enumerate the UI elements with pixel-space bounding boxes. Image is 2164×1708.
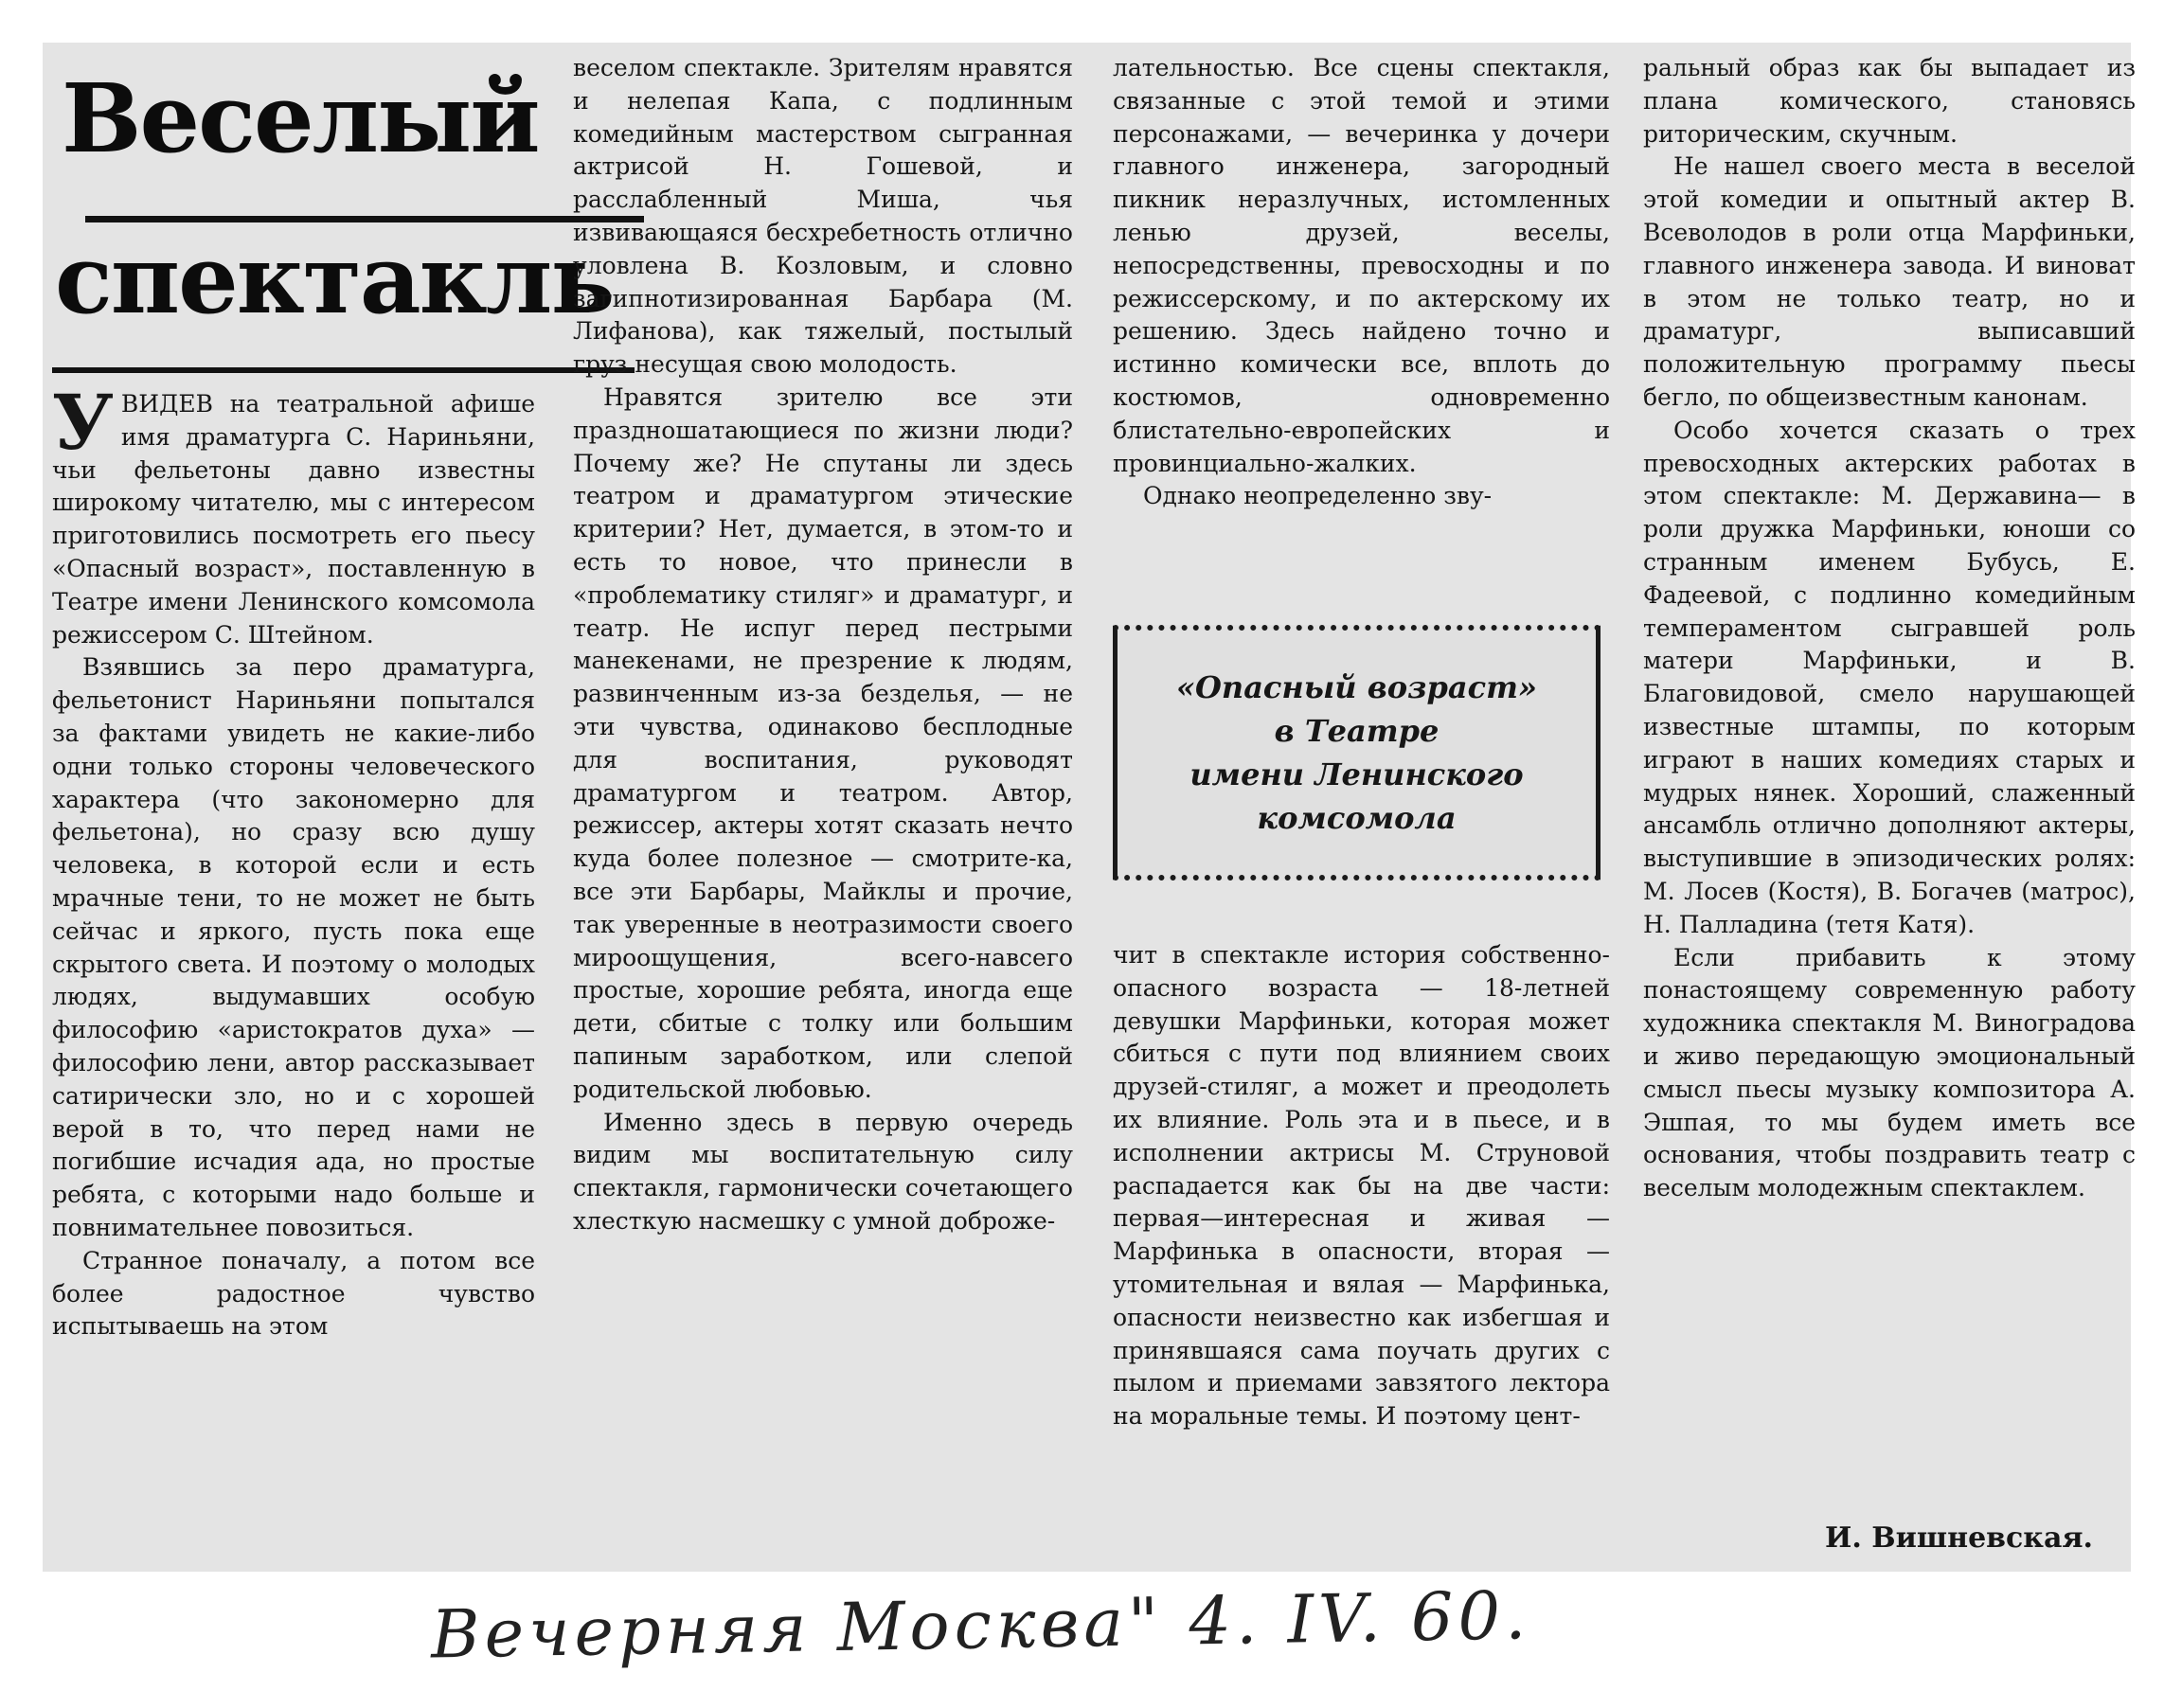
headline-rule	[85, 216, 644, 222]
article-column-4	[1643, 52, 2136, 1572]
article-column-3-continued	[1113, 939, 1610, 1583]
col4-paragraph-1: ральный образ как бы выпадает из плана комического, становясь риторическим, скучным.	[1643, 54, 2136, 148]
col1-paragraph-3: Странное поначалу, а потом все более радостное чувство испытываешь на этом	[52, 1246, 535, 1341]
subtitle-line-3: имени Ленинского	[1189, 756, 1524, 792]
headline-underline	[52, 367, 635, 373]
subtitle-line-2: в Театре	[1274, 713, 1440, 749]
col1-paragraph-2: Взявшись за перо драматурга, фельетонист Нариньяни попытался за фактами увидеть не какие-либо одни только стороны человеческого характера (что закономерно для фельетона), но сразу всю душу человека, в которой если и есть мрачные тени, то не может не быть сейчас и яркого, пусть пока еще скрытого света. И поэтому о молодых людях, выдумавших особую философию «аристократов духа» — философию лени, автор рассказывает сатирически зло, но и с хорошей верой в то, что перед нами не погибшие исчадия ада, но простые ребята, с которыми надо больше и повнимательнее повозиться.	[52, 653, 535, 1241]
handwritten-source-note: Вечерняя Москва" 4. IV. 60.	[430, 1576, 1531, 1674]
col4-paragraph-3: Особо хочется сказать о трех превосходных актерских работах в этом спектакле: М. Державина— в роли дружка Марфиньки, юноши со странным именем Бубусь, Е. Фадеевой, с подлинно комедийным темпераментом сыгравшей роль матери Марфиньки, и В. Благовидовой, смело нарушающей известные штампы, по которым играют в наших комедиях старых и мудрых нянек. Хороший, слаженный ансамбль отлично дополняют актеры, выступившие в эпизодических ролях: М. Лосев (Костя), В. Богачев (матрос), Н. Палладина (тетя Катя).	[1643, 416, 2136, 938]
subtitle-line-1: «Опасный возраст»	[1176, 669, 1537, 705]
col4-paragraph-2: Не нашел своего места в веселой этой комедии и опытный актер В. Всеволодов в роли отца Марфиньки, главного инженера завода. И виноват в этом не только театр, но и драматург, выписавший положительную программу пьесы бегло, по общеизвестным канонам.	[1643, 152, 2136, 411]
col4-paragraph-4: Если прибавить к этому понастоящему современную работу художника спектакля М. Виноградова и живо передающую эмоциональный смысл пьесы музыку композитора А. Эшпая, то мы будем иметь все основания, чтобы поздравить театр с веселым молодежным спектаклем.	[1643, 943, 2136, 1202]
article-column-3	[1113, 52, 1610, 596]
col3b-paragraph-1: чит в спектакле история собственно-опасного возраста — 18-летней девушки Марфиньки, которая может сбиться с пути под влиянием своих друзей-стиляг, а может и преодолеть их влияние. Роль эта и в пьесе, и в исполнении актрисы М. Струновой распадается как бы на две части: первая—интересная и живая — Марфинька в опасности, вторая — утомительная и вялая — Марфинька, опасности неизвестно как избегшая и принявшаяся сама поучать других с пылом и приемами завзятого лектора на моральные темы. И поэтому цент-	[1113, 941, 1610, 1431]
article-column-2	[573, 52, 1073, 1581]
article-column-1	[52, 388, 535, 1586]
subtitle-box	[1113, 625, 1601, 881]
author-signature: И. Вишневская.	[1825, 1521, 2093, 1555]
subtitle-line-4: комсомола	[1257, 800, 1457, 836]
headline-line-2: спектакль	[55, 223, 614, 335]
col3-paragraph-1: лательностью. Все сцены спектакля, связанные с этой темой и этими персонажами, — вечеринка у дочери главного инженера, загородный пикник неразлучных, истомленных ленью друзей, веселы, непосредственны, превосходны и по режиссерскому, и по актерскому их решению. Здесь найдено точно и истинно комически все, вплоть до костюмов, одновременно блистательно-европейских и провинциально-жалких.	[1113, 54, 1610, 477]
headline-line-1: Веселый	[62, 62, 539, 174]
col2-paragraph-3: Именно здесь в первую очередь видим мы воспитательную силу спектакля, гармонически сочетающего хлесткую насмешку с умной доброже-	[573, 1108, 1073, 1235]
col2-paragraph-2: Нравятся зрителю все эти праздношатающиеся по жизни люди? Почему же? Не спутаны ли здесь театром и драматургом этические критерии? Нет, думается, в этом-то и есть то новое, что принесли в «проблематику стиляг» и драматург, и театр. Не испуг перед пестрыми манекенами, не презрение к людям, развинченным из-за безделья, — не эти чувства, одинаково бесплодные для воспитания, руководят драматургом и театром. Автор, режиссер, актеры хотят сказать нечто куда более полезное — смотрите-ка, все эти Барбары, Майклы и прочие, так уверенные в неотразимости своего мироощущения, всего-навсего простые, хорошие ребята, иногда еще дети, сбитые с толку или большим папиным заработком, или слепой родительской любовью.	[573, 383, 1073, 1103]
drop-cap: У	[52, 388, 114, 467]
col2-paragraph-1: веселом спектакле. Зрителям нравятся и нелепая Капа, с подлинным комедийным мастерством сыгранная актрисой Н. Гошевой, и расслабленный Миша, чья извивающаяся бесхребетность отлично уловлена В. Козловым, и словно загипнотизированная Барбара (М. Лифанова), как тяжелый, постылый груз несущая свою молодость.	[573, 54, 1073, 379]
col1-paragraph-1: ВИДЕВ на театральной афише имя драматурга С. Нариньяни, чьи фельетоны давно известны широкому читателю, мы с интересом приготовились посмотреть его пьесу «Опасный возраст», поставленную в Театре имени Ленинского комсомола режиссером С. Штейном.	[52, 390, 535, 649]
col3-paragraph-2: Однако неопределенно зву-	[1143, 482, 1493, 510]
